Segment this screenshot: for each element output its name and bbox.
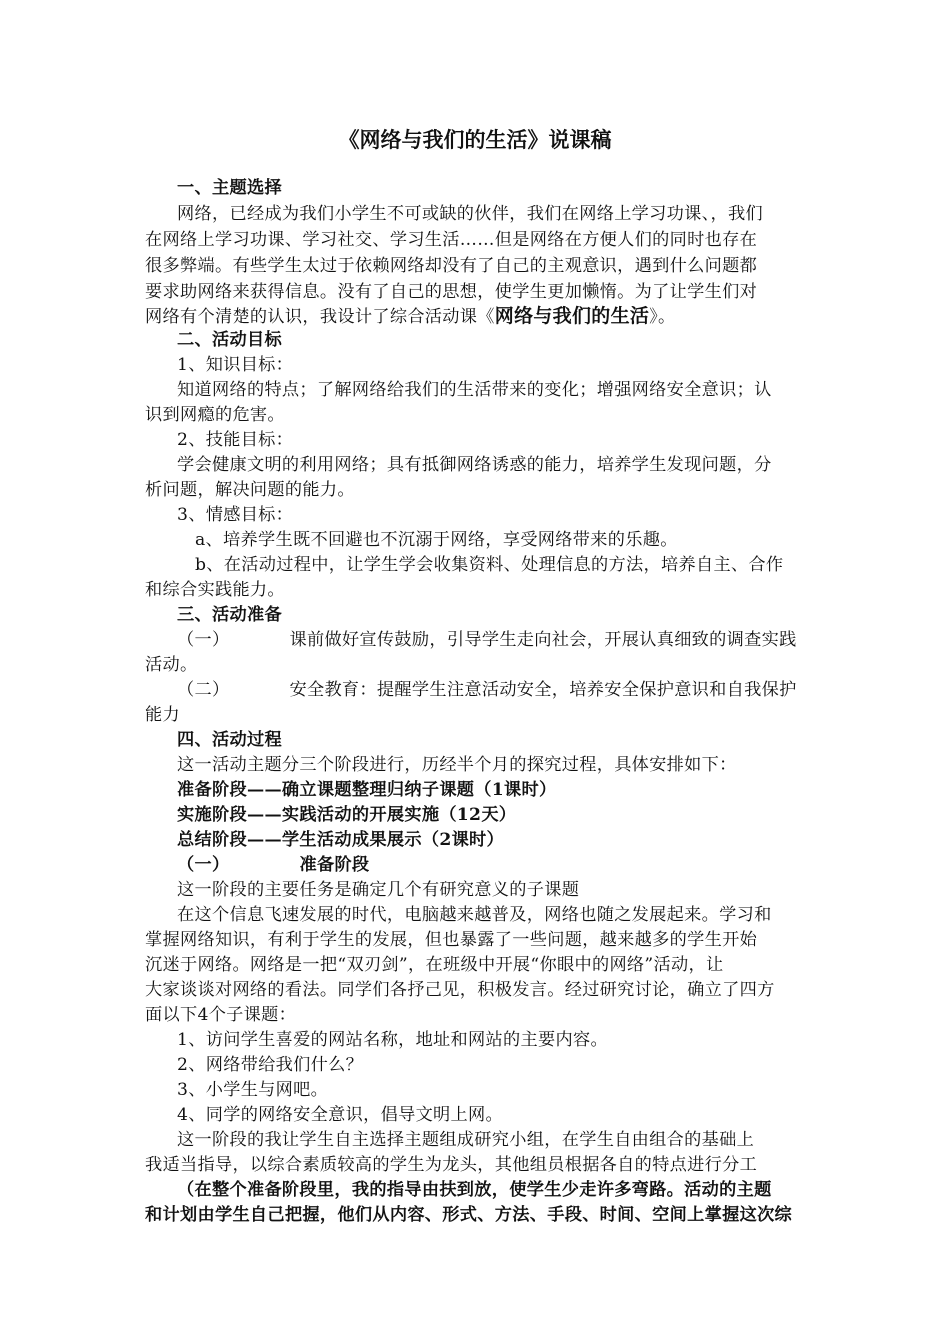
paragraph-line: 掌握网络知识，有利于学生的发展，但也暴露了一些问题，越来越多的学生开始: [145, 930, 758, 950]
section-heading-2: 二、活动目标: [177, 330, 282, 350]
paragraph-line: 在网络上学习功课、学习社交、学习生活……但是网络在方便人们的同时也存在: [145, 230, 758, 250]
phase-line: 准备阶段——确立课题整理归纳子课题（1课时）: [177, 780, 557, 800]
phase-line: 总结阶段——学生活动成果展示（2课时）: [177, 830, 505, 850]
paragraph-line: [177, 678, 797, 702]
subheading-skill: 2、技能目标：: [177, 430, 294, 450]
item-number: （一）: [177, 855, 230, 875]
paragraph-line: 这一阶段的主要任务是确定几个有研究意义的子课题: [177, 880, 580, 900]
text-span: 课前做好宣传鼓励，引导学生走向社会，开展认真细致的调查实践: [289, 630, 797, 650]
paragraph-line: 很多弊端。有些学生太过于依赖网络却没有了自己的主观意识，遇到什么问题都: [145, 256, 758, 276]
list-item: 1、访问学生喜爱的网站名称，地址和网站的主要内容。: [177, 1030, 608, 1050]
document-title: 《网络与我们的生活》说课稿: [338, 127, 612, 152]
paragraph-line: 识到网瘾的危害。: [145, 405, 285, 425]
section-heading-1: 一、主题选择: [177, 178, 282, 198]
paragraph-line: 沉迷于网络。网络是一把“双刃剑”，在班级中开展“你眼中的网络”活动，让: [145, 955, 724, 975]
list-item: 4、同学的网络安全意识，倡导文明上网。: [177, 1105, 504, 1125]
paragraph-line: 要求助网络来获得信息。没有了自己的思想，使学生更加懒惰。为了让学生们对: [145, 282, 758, 302]
item-number: （二）: [177, 680, 230, 700]
list-item: 3、小学生与网吧。: [177, 1080, 329, 1100]
item-number: （一）: [177, 630, 230, 650]
list-item: 2、网络带给我们什么？: [177, 1055, 364, 1075]
text-span: 安全教育：提醒学生注意活动安全，培养安全保护意识和自我保护: [289, 680, 797, 700]
subheading-emotion: 3、情感目标：: [177, 505, 294, 525]
paragraph-line: 面以下4个子课题：: [145, 1005, 297, 1025]
paragraph-line: 知道网络的特点；了解网络给我们的生活带来的变化；增强网络安全意识；认: [177, 380, 772, 400]
text-span: 准备阶段: [299, 855, 370, 875]
paragraph-line: a、培养学生既不回避也不沉溺于网络，享受网络带来的乐趣。: [195, 530, 678, 550]
paragraph-line: 和综合实践能力。: [145, 580, 285, 600]
phase-line: 实施阶段——实践活动的开展实施（12天）: [177, 805, 517, 825]
text-span: 网络有个清楚的认识，我设计了综合活动课《: [145, 307, 495, 327]
paragraph-line: 在这个信息飞速发展的时代，电脑越来越普及，网络也随之发展起来。学习和: [177, 905, 772, 925]
subheading-knowledge: 1、知识目标：: [177, 355, 294, 375]
paragraph-line: b、在活动过程中，让学生学会收集资料、处理信息的方法，培养自主、合作: [195, 555, 784, 575]
paragraph-line: 网络，已经成为我们小学生不可或缺的伙伴，我们在网络上学习功课、，我们: [177, 204, 763, 224]
paragraph-line: 学会健康文明的利用网络；具有抵御网络诱惑的能力，培养学生发现问题，分: [177, 455, 772, 475]
paragraph-line: 能力: [145, 705, 180, 725]
paragraph-line: 这一活动主题分三个阶段进行，历经半个月的探究过程，具体安排如下：: [177, 755, 737, 775]
paragraph-line: 和计划由学生自己把握，他们从内容、形式、方法、手段、时间、空间上掌握这次综: [145, 1205, 793, 1225]
paragraph-line: [177, 628, 797, 652]
paragraph-line: 我适当指导，以综合素质较高的学生为龙头，其他组员根据各自的特点进行分工: [145, 1155, 758, 1175]
section-heading-4: 四、活动过程: [177, 730, 282, 750]
paragraph-line: 这一阶段的我让学生自主选择主题组成研究小组，在学生自由组合的基础上: [177, 1130, 755, 1150]
emphasized-course-name: 网络与我们的生活: [494, 305, 650, 327]
text-span: 》。: [649, 307, 676, 327]
paragraph-line: 析问题，解决问题的能力。: [145, 480, 355, 500]
section-heading-3: 三、活动准备: [177, 605, 282, 625]
subsection-heading: [177, 853, 369, 877]
paragraph-line: [145, 304, 676, 329]
paragraph-line: 大家谈谈对网络的看法。同学们各抒己见，积极发言。经过研究讨论，确立了四方: [145, 980, 775, 1000]
paragraph-line: 活动。: [145, 655, 198, 675]
paragraph-line: （在整个准备阶段里，我的指导由扶到放，使学生少走许多弯路。活动的主题: [177, 1180, 772, 1200]
